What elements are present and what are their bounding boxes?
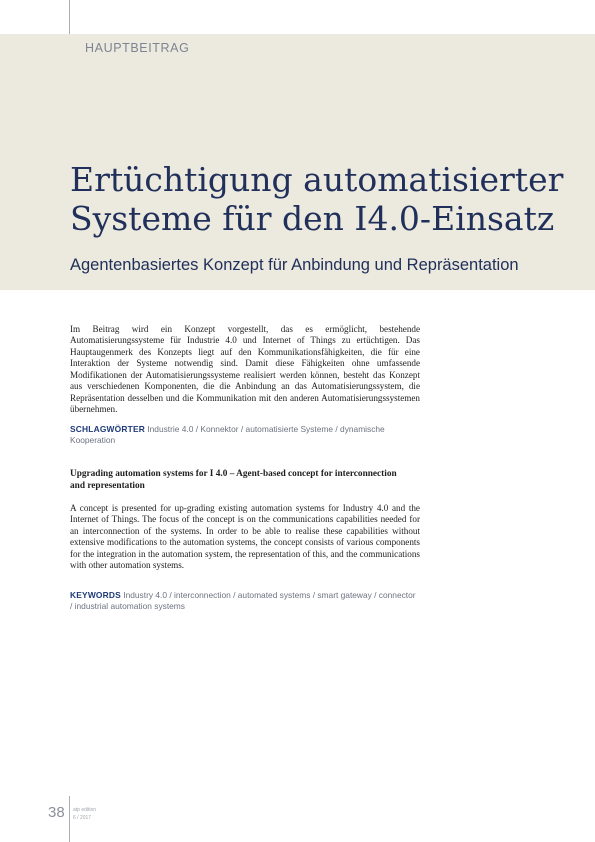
abstract-english: A concept is presented for up-grading existing automation systems for Industry 4.0 and the Internet of Things. The focus of the concept is on the communications capabilities needed for an interconnection of the systems. In order to be able to realise these capabilities without extensive modifications to the automation systems, the concept consists of various components for the integration in the automation system, the representation of this, and the communications with other automation systems. bbox=[70, 503, 420, 571]
footer-vertical-rule bbox=[69, 796, 70, 842]
keywords-german bbox=[70, 424, 420, 447]
keywords-german-list: Industrie 4.0 / Konnektor / automatisierte Systeme / dynamische Kooperation bbox=[70, 424, 385, 446]
keywords-english-label: KEYWORDS bbox=[70, 590, 121, 600]
article-title: Ertüchtigung automatisierter Systeme für den I4.0-Einsatz bbox=[70, 160, 564, 238]
issue-number: 6 / 2017 bbox=[73, 815, 92, 821]
journal-name: atp edition bbox=[73, 807, 97, 813]
page-number: 38 bbox=[48, 804, 65, 821]
article-subtitle: Agentenbasiertes Konzept für Anbindung und Repräsentation bbox=[70, 256, 519, 274]
section-label: HAUPTBEITRAG bbox=[85, 41, 190, 55]
keywords-english bbox=[70, 590, 420, 613]
keywords-german-label: SCHLAGWÖRTER bbox=[70, 424, 145, 434]
keywords-english-list: Industry 4.0 / interconnection / automated systems / smart gateway / connector / industrial automation systems bbox=[70, 590, 416, 612]
english-title: Upgrading automation systems for I 4.0 – Agent-based concept for interconnection and representation bbox=[70, 469, 397, 491]
abstract-german: Im Beitrag wird ein Konzept vorgestellt, das es ermöglicht, bestehende Automatisierungssysteme für Industrie 4.0 und Internet of Things zu ertüchtigen. Das Hauptaugenmerk des Konzepts liegt auf den Kommunikationsfähigkeiten, die für eine Interaktion der Systeme notwendig sind. Damit diese Fähigkeiten ohne umfassende Modifikationen der Automatisierungssysteme realisiert werden können, besteht das Konzept aus verschiedenen Komponenten, die die Anbindung an das Automatisierungssystem, die Repräsentation desselben und die Kommunikation mit den anderen Automatisierungssystemen übernehmen. bbox=[70, 324, 420, 415]
